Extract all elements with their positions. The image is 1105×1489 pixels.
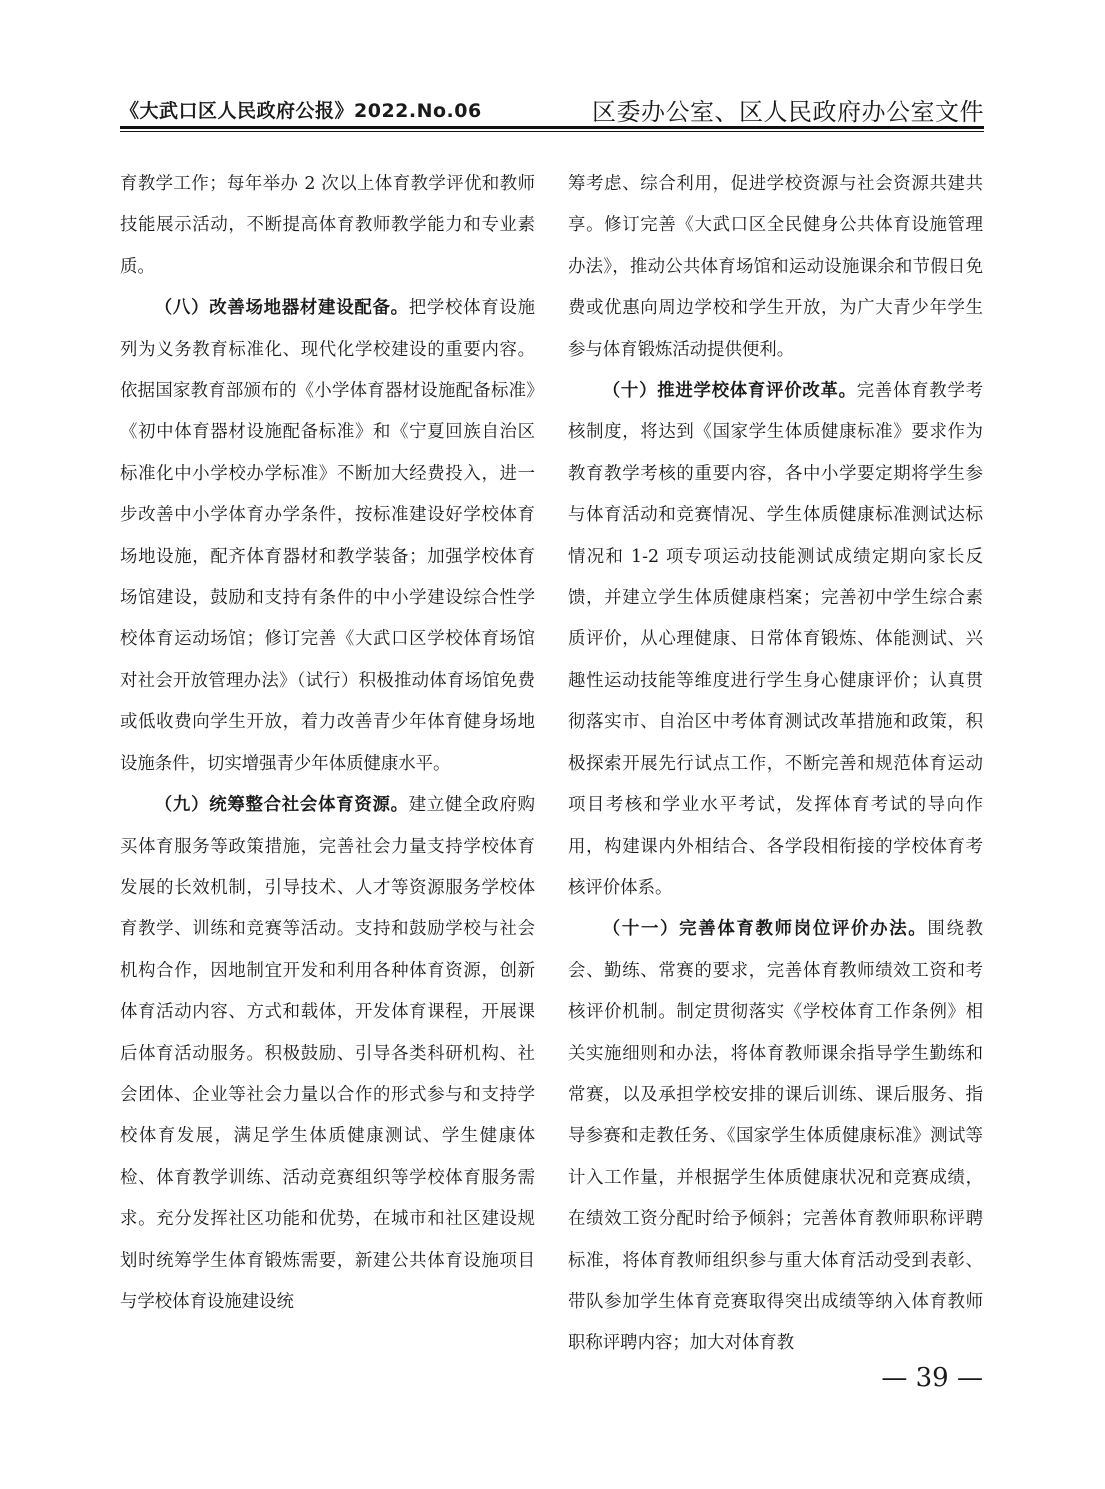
page-header [120, 96, 984, 126]
header-rule-thin [120, 131, 984, 132]
paragraph-body: 把学校体育设施列为义务教育标准化、现代化学校建设的重要内容。依据国家教育部颁布的《小学体育器材设施配备标准》《初中体育器材设施配备标准》和《宁夏回族自治区标准化中小学校办学标准》不断加大经费投入，进一步改善中小学体育办学条件，按标准建设好学校体育场地设施，配齐体育器材和教学装备；加强学校体育场馆建设，鼓励和支持有条件的中小学建设综合性学校体育运动场馆；修订完善《大武口区学校体育场馆对社会开放管理办法》（试行）积极推动体育场馆免费或低收费向学生开放，着力改善青少年体育健身场地设施条件，切实增强青少年体质健康水平。 [120, 298, 535, 774]
journal-title: 《大武口区人民政府公报》2022.No.06 [120, 100, 482, 122]
section-heading: （十）推进学校体育评价改革。 [602, 381, 857, 402]
right-column [568, 164, 983, 1365]
section-heading: （九）统筹整合社会体育资源。 [154, 795, 409, 816]
paragraph: 筹考虑、综合利用，促进学校资源与社会资源共建共享。修订完善《大武口区全民健身公共体育设施管理办法》，推动公共体育场馆和运动设施课余和节假日免费或优惠向周边学校和学生开放，为广大青少年学生参与体育锻炼活动提供便利。 [568, 174, 983, 360]
paragraph [120, 785, 535, 1323]
paragraph [568, 371, 983, 909]
header-rule-thick [120, 126, 984, 129]
paragraph [120, 288, 535, 785]
paragraph-body: 建立健全政府购买体育服务等政策措施，完善社会力量支持学校体育发展的长效机制，引导技术、人才等资源服务学校体育教学、训练和竞赛等活动。支持和鼓励学校与社会机构合作，因地制宜开发和利用各种体育资源，创新体育活动内容、方式和载体，开发体育课程，开展课后体育活动服务。积极鼓励、引导各类科研机构、社会团体、企业等社会力量以合作的形式参与和支持学校体育发展，满足学生体质健康测试、学生健康体检、体育教学训练、活动竞赛组织等学校体育服务需求。充分发挥社区功能和优势，在城市和社区建设规划时统筹学生体育锻炼需要，新建公共体育设施项目与学校体育设施建设统 [120, 795, 535, 1312]
paragraph-body: 完善体育教学考核制度，将达到《国家学生体质健康标准》要求作为教育教学考核的重要内容，各中小学要定期将学生参与体育活动和竞赛情况、学生体质健康标准测试达标情况和 1-2 项专项运动技能测试成绩定期向家长反馈，并建立学生体质健康档案；完善初中学生综合素质评价，从心理健康、日常体育锻炼、体能测试、兴趣性运动技能等维度进行学生身心健康评价；认真贯彻落实市、自治区中考体育测试改革措施和政策，积极探索开展先行试点工作，不断完善和规范体育运动项目考核和学业水平考试，发挥体育考试的导向作用，构建课内外相结合、各学段相衔接的学校体育考核评价体系。 [568, 381, 983, 898]
section-heading: （十一）完善体育教师岗位评价办法。 [602, 919, 928, 940]
paragraph [568, 909, 983, 1364]
paragraph-body: 围绕教会、勤练、常赛的要求，完善体育教师绩效工资和考核评价机制。制定贯彻落实《学校体育工作条例》相关实施细则和办法，将体育教师课余指导学生勤练和常赛，以及承担学校安排的课后训练、课后服务、指导参赛和走教任务、《国家学生体质健康标准》测试等计入工作量，并根据学生体质健康状况和竞赛成绩，在绩效工资分配时给予倾斜；完善体育教师职称评聘标准，将体育教师组织参与重大体育活动受到表彰、带队参加学生体育竞赛取得突出成绩等纳入体育教师职称评聘内容；加大对体育教 [568, 919, 983, 1354]
section-title: 区委办公室、区人民政府办公室文件 [592, 98, 984, 126]
section-heading: （八）改善场地器材建设配备。 [154, 298, 409, 319]
left-column [120, 164, 535, 1323]
paragraph: 育教学工作；每年举办 2 次以上体育教学评优和教师技能展示活动，不断提高体育教师教学能力和专业素质。 [120, 174, 535, 277]
page-number: — 39 — [881, 1363, 983, 1393]
